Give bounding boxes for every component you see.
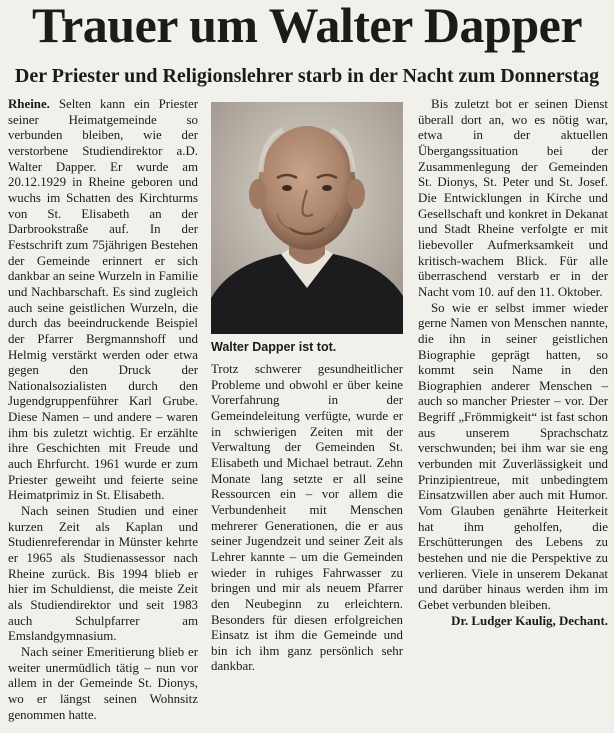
paragraph-2: Nach seinen Studien und einer kurzen Zeit als Kaplan und Studienreferendar in Münster kehrte er 1965 als Studienassessor nach Rheine zurück. Bis 1994 blieb er hier im Schuldienst, die meiste Zeit als Studiendirektor und seit 1983 auch Schulpfarrer am Emslandgymnasium. (8, 504, 198, 644)
dateline: Rheine. (8, 97, 50, 111)
paragraph-4: Trotz schwerer gesundheitlicher Probleme und obwohl er über keine Vorerfahrung in der Gemeindeleitung verfügte, wurde er in schwierigen Zeiten mit der Verwaltung der Gemeinden St. Elisabeth und Michael betraut. Zehn Monate lang setzte er all seine Ressourcen ein – vor allem die Verbundenheit mit Menschen mehrerer Generationen, die er aus seiner Jugendzeit und seiner Zeit als Lehrer kannte – um die Gemeinden wieder in ruhiges Fahrwasser zu bringen und mir als neuem Pfarrer den Neubeginn zu erleichtern. Besonders für diesen erfolgreichen Einsatz ist ihm die Gemeinde und bin ich ihm ganz persönlich sehr dankbar. (211, 362, 403, 674)
article-column-2 (211, 362, 403, 675)
paragraph-6: So wie er selbst immer wieder gerne Namen von Menschen nannte, die ihn in seiner geistlichen Biographie geprägt hatten, so kommt sein Name in den Biographien anderer Menschen – auch so mancher Priester – vor. Der Begriff „Frömmigkeit“ ist fast schon aus unserem Sprachschatz verschwunden; bei ihm war sie eng verbunden mit Zuverlässigkeit und Prinzipientreue, mit unbedingtem Einsatzwillen aber auch mit Humor. Vom Glauben genährte Heiterkeit hat ihm geholfen, die Erschütterungen des Lebens zu bestehen und nie die Perspektive zu verlieren. Viele in unserem Dekanat und darüber hinaus werden ihm im Gebet verbunden bleiben. (418, 300, 608, 612)
paragraph-3: Nach seiner Emeritierung blieb er weiter unermüdlich tätig – nun vor allem in der Gemeinde St. Dionys, wo er längst seinen Wohnsitz genommen hatte. (8, 644, 198, 722)
article-column-3 (418, 97, 608, 629)
portrait-photo (211, 102, 403, 334)
subheadline: Der Priester und Religionslehrer starb in der Nacht zum Donnerstag (14, 65, 600, 87)
portrait-photo-icon (211, 102, 403, 334)
article-column-1 (8, 97, 198, 723)
headline: Trauer um Walter Dapper (31, 0, 583, 53)
photo-caption: Walter Dapper ist tot. (211, 340, 337, 354)
paragraph-1 (8, 97, 198, 504)
author-signature: Dr. Ludger Kaulig, Dechant. (451, 613, 608, 628)
paragraph-5: Bis zuletzt bot er seinen Dienst überall dort an, wo es nötig war, etwa in der aktuellen Übergangssituation bei der Zusammenlegung der Gemeinden St. Dionys, St. Peter und St. Josef. Die Entwicklungen in Kirche und Gesellschaft und konkret in Dekanat und Stadt Rheine verfolgte er mit liebevoller Aufmerksamkeit und kritisch-wachem Blick. Für alle überraschend verstarb er in der Nacht vom 10. auf den 11. Oktober. (418, 97, 608, 299)
paragraph-1-text: Selten kann ein Priester seiner Heimatgemeinde so verbunden bleiben, wie der verstorbene Studiendirektor a.D. Walter Dapper. Er wurde am 20.12.1929 in Rheine geboren und wuchs im Schatten des Kirchturms von St. Elisabeth an der Darbrookstraße auf. In der Festschrift zum 75jährigen Bestehen der Gemeinde erinnert er sich dankbar an seine Wurzeln in Familie und Nachbarschaft. Es sind zugleich auch seine geistlichen Wurzeln, die durch das beeindruckende Beispiel der Pfarrer Bergmannshoff und Helmig verstärkt werden oder etwa gegen den Druck der Nationalsozialisten durch den Jugendgruppenführer Karl Grube. Diese Namen – und andere – waren ihm bis zuletzt wichtig. Er erzählte ihre Geschichten mit Freude und auch Ehrfurcht. 1961 wurde er zum Priester geweiht und feierte seine Heimatprimiz in St. Elisabeth. (8, 97, 198, 503)
